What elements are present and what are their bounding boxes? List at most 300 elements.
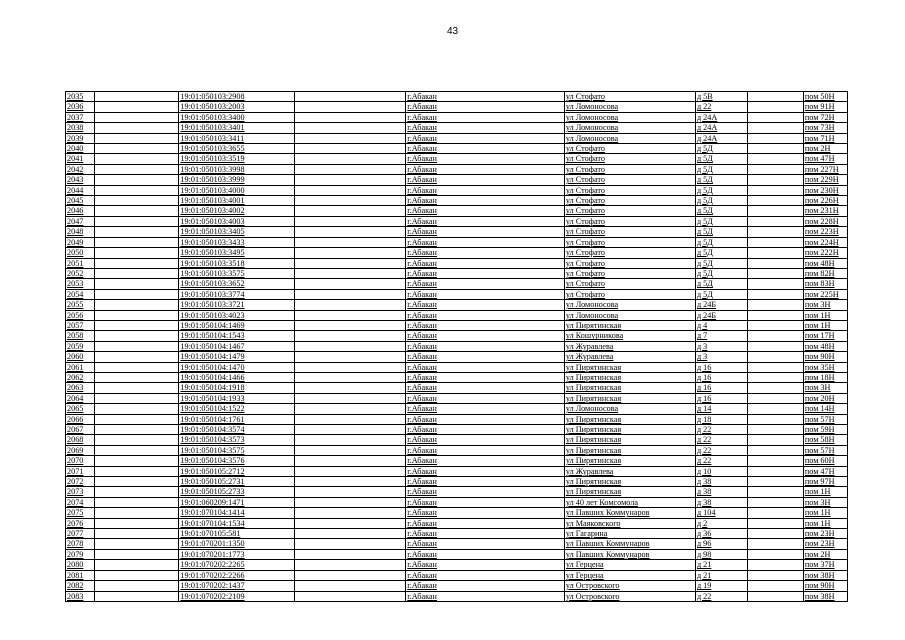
room-cell: пом 82Н	[803, 268, 847, 278]
room-cell: пом 57Н	[803, 414, 847, 424]
empty-cell	[295, 279, 406, 289]
house-cell: д 3	[695, 341, 747, 351]
empty-cell	[94, 112, 179, 122]
table-row	[66, 310, 848, 320]
room-cell: пом 60Н	[803, 456, 847, 466]
empty-cell	[295, 539, 406, 549]
street-cell: ул Пирятинская	[564, 320, 695, 330]
row-number-cell: 2048	[66, 227, 95, 237]
street-cell: ул Островского	[564, 581, 695, 591]
street-cell: ул Павших Коммунаров	[564, 549, 695, 559]
cadastral-number-cell: 19:01:050105:2733	[179, 487, 295, 497]
street-cell: ул Стофато	[564, 92, 695, 102]
room-cell: пом 90Н	[803, 352, 847, 362]
empty-cell	[94, 362, 179, 372]
house-cell: д 21	[695, 560, 747, 570]
room-cell: пом 18Н	[803, 372, 847, 382]
empty-cell	[94, 310, 179, 320]
table-row	[66, 237, 848, 247]
empty-cell	[94, 466, 179, 476]
empty-cell	[94, 164, 179, 174]
street-cell: ул Кошурникова	[564, 331, 695, 341]
row-number-cell: 2040	[66, 144, 95, 154]
empty-cell	[295, 341, 406, 351]
empty-cell	[295, 404, 406, 414]
empty-cell	[747, 123, 803, 133]
table-row	[66, 185, 848, 195]
table-row	[66, 487, 848, 497]
room-cell: пом 47Н	[803, 466, 847, 476]
house-cell: д 5Д	[695, 289, 747, 299]
table-row	[66, 92, 848, 102]
city-cell: г.Абакан	[406, 310, 565, 320]
street-cell: ул Ломоносова	[564, 310, 695, 320]
city-cell: г.Абакан	[406, 92, 565, 102]
street-cell: ул Стофато	[564, 185, 695, 195]
empty-cell	[94, 352, 179, 362]
table-row	[66, 206, 848, 216]
row-number-cell: 2057	[66, 320, 95, 330]
row-number-cell: 2056	[66, 310, 95, 320]
empty-cell	[295, 372, 406, 382]
house-cell: д 24А	[695, 112, 747, 122]
empty-cell	[747, 477, 803, 487]
room-cell: пом 37Н	[803, 560, 847, 570]
empty-cell	[94, 206, 179, 216]
cadastral-number-cell: 19:01:050103:4000	[179, 185, 295, 195]
cadastral-number-cell: 19:01:070201:1773	[179, 549, 295, 559]
empty-cell	[94, 404, 179, 414]
room-cell: пом 91Н	[803, 102, 847, 112]
room-cell: пом 57Н	[803, 445, 847, 455]
table-row	[66, 508, 848, 518]
street-cell: ул Павших Коммунаров	[564, 508, 695, 518]
cadastral-number-cell: 19:01:070202:2266	[179, 570, 295, 580]
street-cell: ул Стофато	[564, 268, 695, 278]
registry-rows	[66, 92, 848, 602]
house-cell: д 5Д	[695, 216, 747, 226]
house-cell: д 5Д	[695, 154, 747, 164]
city-cell: г.Абакан	[406, 518, 565, 528]
room-cell: пом 3Н	[803, 497, 847, 507]
table-row	[66, 425, 848, 435]
house-cell: д 2	[695, 518, 747, 528]
cadastral-number-cell: 19:01:050103:3495	[179, 248, 295, 258]
empty-cell	[94, 581, 179, 591]
row-number-cell: 2047	[66, 216, 95, 226]
cadastral-number-cell: 19:01:050103:3774	[179, 289, 295, 299]
street-cell: ул Герцена	[564, 560, 695, 570]
table-row	[66, 445, 848, 455]
house-cell: д 22	[695, 456, 747, 466]
empty-cell	[295, 487, 406, 497]
table-row	[66, 529, 848, 539]
city-cell: г.Абакан	[406, 248, 565, 258]
empty-cell	[295, 581, 406, 591]
table-row	[66, 154, 848, 164]
table-row	[66, 300, 848, 310]
cadastral-number-cell: 19:01:050103:3401	[179, 123, 295, 133]
table-row	[66, 352, 848, 362]
street-cell: ул Ломоносова	[564, 404, 695, 414]
empty-cell	[94, 196, 179, 206]
empty-cell	[94, 393, 179, 403]
street-cell: ул Ломоносова	[564, 102, 695, 112]
empty-cell	[94, 435, 179, 445]
table-row	[66, 383, 848, 393]
row-number-cell: 2074	[66, 497, 95, 507]
room-cell: пом 226Н	[803, 196, 847, 206]
room-cell: пом 1Н	[803, 518, 847, 528]
table-row	[66, 591, 848, 601]
city-cell: г.Абакан	[406, 445, 565, 455]
empty-cell	[747, 310, 803, 320]
row-number-cell: 2079	[66, 549, 95, 559]
empty-cell	[747, 112, 803, 122]
house-cell: д 16	[695, 362, 747, 372]
house-cell: д 104	[695, 508, 747, 518]
empty-cell	[94, 144, 179, 154]
house-cell: д 5Д	[695, 164, 747, 174]
cadastral-number-cell: 19:01:070202:2265	[179, 560, 295, 570]
row-number-cell: 2041	[66, 154, 95, 164]
empty-cell	[94, 487, 179, 497]
row-number-cell: 2046	[66, 206, 95, 216]
empty-cell	[747, 92, 803, 102]
house-cell: д 10	[695, 466, 747, 476]
house-cell: д 16	[695, 372, 747, 382]
city-cell: г.Абакан	[406, 133, 565, 143]
empty-cell	[747, 497, 803, 507]
empty-cell	[295, 477, 406, 487]
city-cell: г.Абакан	[406, 497, 565, 507]
room-cell: пом 35Н	[803, 362, 847, 372]
cadastral-number-cell: 19:01:050104:1522	[179, 404, 295, 414]
empty-cell	[94, 445, 179, 455]
street-cell: ул Герцена	[564, 570, 695, 580]
room-cell: пом 72Н	[803, 112, 847, 122]
row-number-cell: 2054	[66, 289, 95, 299]
city-cell: г.Абакан	[406, 539, 565, 549]
cadastral-number-cell: 19:01:050103:3405	[179, 227, 295, 237]
empty-cell	[94, 216, 179, 226]
empty-cell	[94, 383, 179, 393]
table-row	[66, 289, 848, 299]
empty-cell	[747, 237, 803, 247]
room-cell: пом 14Н	[803, 404, 847, 414]
city-cell: г.Абакан	[406, 144, 565, 154]
room-cell: пом 1Н	[803, 487, 847, 497]
empty-cell	[747, 425, 803, 435]
city-cell: г.Абакан	[406, 456, 565, 466]
empty-cell	[747, 144, 803, 154]
empty-cell	[295, 362, 406, 372]
empty-cell	[747, 372, 803, 382]
cadastral-number-cell: 19:01:050104:1543	[179, 331, 295, 341]
row-number-cell: 2036	[66, 102, 95, 112]
empty-cell	[94, 154, 179, 164]
city-cell: г.Абакан	[406, 352, 565, 362]
cadastral-number-cell: 19:01:070202:2109	[179, 591, 295, 601]
city-cell: г.Абакан	[406, 289, 565, 299]
street-cell: ул Пирятинская	[564, 383, 695, 393]
street-cell: ул Пирятинская	[564, 435, 695, 445]
street-cell: ул Пирятинская	[564, 456, 695, 466]
room-cell: пом 23Н	[803, 539, 847, 549]
room-cell: пом 48Н	[803, 258, 847, 268]
room-cell: пом 97Н	[803, 477, 847, 487]
empty-cell	[295, 289, 406, 299]
cadastral-number-cell: 19:01:050104:1479	[179, 352, 295, 362]
empty-cell	[747, 300, 803, 310]
cadastral-number-cell: 19:01:050103:3721	[179, 300, 295, 310]
empty-cell	[747, 591, 803, 601]
city-cell: г.Абакан	[406, 164, 565, 174]
row-number-cell: 2035	[66, 92, 95, 102]
house-cell: д 24А	[695, 123, 747, 133]
row-number-cell: 2081	[66, 570, 95, 580]
street-cell: ул Пирятинская	[564, 445, 695, 455]
cadastral-number-cell: 19:01:070104:1534	[179, 518, 295, 528]
street-cell: ул Стофато	[564, 258, 695, 268]
street-cell: ул Ломоносова	[564, 112, 695, 122]
street-cell: ул Стофато	[564, 248, 695, 258]
registry-table	[65, 91, 848, 602]
table-row	[66, 227, 848, 237]
street-cell: ул Пирятинская	[564, 414, 695, 424]
empty-cell	[295, 466, 406, 476]
empty-cell	[295, 258, 406, 268]
street-cell: ул Павших Коммунаров	[564, 539, 695, 549]
city-cell: г.Абакан	[406, 268, 565, 278]
table-row	[66, 268, 848, 278]
empty-cell	[295, 300, 406, 310]
empty-cell	[94, 185, 179, 195]
empty-cell	[94, 331, 179, 341]
city-cell: г.Абакан	[406, 508, 565, 518]
empty-cell	[295, 102, 406, 112]
empty-cell	[94, 518, 179, 528]
house-cell: д 14	[695, 404, 747, 414]
empty-cell	[747, 456, 803, 466]
cadastral-number-cell: 19:01:050104:1469	[179, 320, 295, 330]
room-cell: пом 58Н	[803, 435, 847, 445]
empty-cell	[295, 331, 406, 341]
house-cell: д 5Д	[695, 144, 747, 154]
empty-cell	[94, 320, 179, 330]
city-cell: г.Абакан	[406, 466, 565, 476]
street-cell: ул Журавлева	[564, 352, 695, 362]
table-row	[66, 331, 848, 341]
room-cell: пом 1Н	[803, 320, 847, 330]
empty-cell	[295, 497, 406, 507]
house-cell: д 5В	[695, 92, 747, 102]
room-cell: пом 3Н	[803, 383, 847, 393]
house-cell: д 38	[695, 497, 747, 507]
room-cell: пом 48Н	[803, 341, 847, 351]
table-row	[66, 341, 848, 351]
house-cell: д 4	[695, 320, 747, 330]
empty-cell	[94, 560, 179, 570]
street-cell: ул Маяковского	[564, 518, 695, 528]
empty-cell	[747, 102, 803, 112]
house-cell: д 24Б	[695, 310, 747, 320]
empty-cell	[295, 185, 406, 195]
room-cell: пом 73Н	[803, 123, 847, 133]
cadastral-number-cell: 19:01:050104:3576	[179, 456, 295, 466]
table-row	[66, 404, 848, 414]
city-cell: г.Абакан	[406, 258, 565, 268]
empty-cell	[295, 216, 406, 226]
row-number-cell: 2062	[66, 372, 95, 382]
row-number-cell: 2068	[66, 435, 95, 445]
row-number-cell: 2078	[66, 539, 95, 549]
empty-cell	[295, 414, 406, 424]
table-row	[66, 102, 848, 112]
empty-cell	[747, 362, 803, 372]
empty-cell	[747, 248, 803, 258]
row-number-cell: 2058	[66, 331, 95, 341]
empty-cell	[747, 216, 803, 226]
empty-cell	[94, 372, 179, 382]
row-number-cell: 2070	[66, 456, 95, 466]
house-cell: д 22	[695, 591, 747, 601]
empty-cell	[295, 144, 406, 154]
cadastral-number-cell: 19:01:050103:3519	[179, 154, 295, 164]
cadastral-number-cell: 19:01:050104:1933	[179, 393, 295, 403]
room-cell: пом 231Н	[803, 206, 847, 216]
empty-cell	[94, 425, 179, 435]
cadastral-number-cell: 19:01:050103:3400	[179, 112, 295, 122]
empty-cell	[295, 456, 406, 466]
row-number-cell: 2075	[66, 508, 95, 518]
cadastral-number-cell: 19:01:050103:3652	[179, 279, 295, 289]
cadastral-number-cell: 19:01:070201:1350	[179, 539, 295, 549]
house-cell: д 98	[695, 549, 747, 559]
city-cell: г.Абакан	[406, 425, 565, 435]
city-cell: г.Абакан	[406, 529, 565, 539]
room-cell: пом 225Н	[803, 289, 847, 299]
row-number-cell: 2072	[66, 477, 95, 487]
empty-cell	[747, 268, 803, 278]
empty-cell	[94, 570, 179, 580]
empty-cell	[747, 404, 803, 414]
row-number-cell: 2082	[66, 581, 95, 591]
room-cell: пом 17Н	[803, 331, 847, 341]
street-cell: ул Стофато	[564, 196, 695, 206]
empty-cell	[295, 133, 406, 143]
city-cell: г.Абакан	[406, 185, 565, 195]
room-cell: пом 3Н	[803, 300, 847, 310]
room-cell: пом 223Н	[803, 227, 847, 237]
street-cell: ул Стофато	[564, 206, 695, 216]
empty-cell	[747, 529, 803, 539]
cadastral-number-cell: 19:01:050103:3575	[179, 268, 295, 278]
house-cell: д 5Д	[695, 227, 747, 237]
cadastral-number-cell: 19:01:050103:4002	[179, 206, 295, 216]
empty-cell	[747, 549, 803, 559]
city-cell: г.Абакан	[406, 216, 565, 226]
house-cell: д 5Д	[695, 175, 747, 185]
cadastral-number-cell: 19:01:050103:4023	[179, 310, 295, 320]
room-cell: пом 71Н	[803, 133, 847, 143]
house-cell: д 7	[695, 331, 747, 341]
house-cell: д 38	[695, 487, 747, 497]
street-cell: ул Ломоносова	[564, 123, 695, 133]
empty-cell	[94, 529, 179, 539]
room-cell: пом 2Н	[803, 549, 847, 559]
empty-cell	[747, 393, 803, 403]
table-row	[66, 393, 848, 403]
table-row	[66, 477, 848, 487]
table-row	[66, 497, 848, 507]
empty-cell	[94, 102, 179, 112]
table-row	[66, 560, 848, 570]
room-cell: пом 228Н	[803, 216, 847, 226]
city-cell: г.Абакан	[406, 487, 565, 497]
cadastral-number-cell: 19:01:070104:1414	[179, 508, 295, 518]
empty-cell	[94, 227, 179, 237]
empty-cell	[295, 310, 406, 320]
empty-cell	[747, 352, 803, 362]
cadastral-number-cell: 19:01:050103:4001	[179, 196, 295, 206]
row-number-cell: 2065	[66, 404, 95, 414]
row-number-cell: 2050	[66, 248, 95, 258]
empty-cell	[295, 92, 406, 102]
row-number-cell: 2052	[66, 268, 95, 278]
cadastral-number-cell: 19:01:050104:3574	[179, 425, 295, 435]
empty-cell	[94, 258, 179, 268]
city-cell: г.Абакан	[406, 320, 565, 330]
empty-cell	[94, 591, 179, 601]
room-cell: пом 224Н	[803, 237, 847, 247]
empty-cell	[295, 560, 406, 570]
empty-cell	[747, 445, 803, 455]
table-row	[66, 435, 848, 445]
house-cell: д 19	[695, 581, 747, 591]
empty-cell	[747, 466, 803, 476]
cadastral-number-cell: 19:01:050105:2712	[179, 466, 295, 476]
cadastral-number-cell: 19:01:070202:1437	[179, 581, 295, 591]
city-cell: г.Абакан	[406, 154, 565, 164]
cadastral-number-cell: 19:01:050103:3433	[179, 237, 295, 247]
house-cell: д 36	[695, 529, 747, 539]
cadastral-number-cell: 19:01:070105:581	[179, 529, 295, 539]
city-cell: г.Абакан	[406, 227, 565, 237]
row-number-cell: 2043	[66, 175, 95, 185]
table-row	[66, 123, 848, 133]
empty-cell	[295, 591, 406, 601]
street-cell: ул Стофато	[564, 216, 695, 226]
empty-cell	[747, 175, 803, 185]
empty-cell	[747, 518, 803, 528]
house-cell: д 5Д	[695, 196, 747, 206]
empty-cell	[295, 570, 406, 580]
cadastral-number-cell: 19:01:050103:3411	[179, 133, 295, 143]
empty-cell	[295, 227, 406, 237]
row-number-cell: 2069	[66, 445, 95, 455]
empty-cell	[747, 320, 803, 330]
empty-cell	[747, 279, 803, 289]
city-cell: г.Абакан	[406, 591, 565, 601]
table-row	[66, 175, 848, 185]
room-cell: пом 20Н	[803, 393, 847, 403]
cadastral-number-cell: 19:01:050103:2908	[179, 92, 295, 102]
city-cell: г.Абакан	[406, 477, 565, 487]
row-number-cell: 2064	[66, 393, 95, 403]
street-cell: ул Стофато	[564, 279, 695, 289]
house-cell: д 96	[695, 539, 747, 549]
